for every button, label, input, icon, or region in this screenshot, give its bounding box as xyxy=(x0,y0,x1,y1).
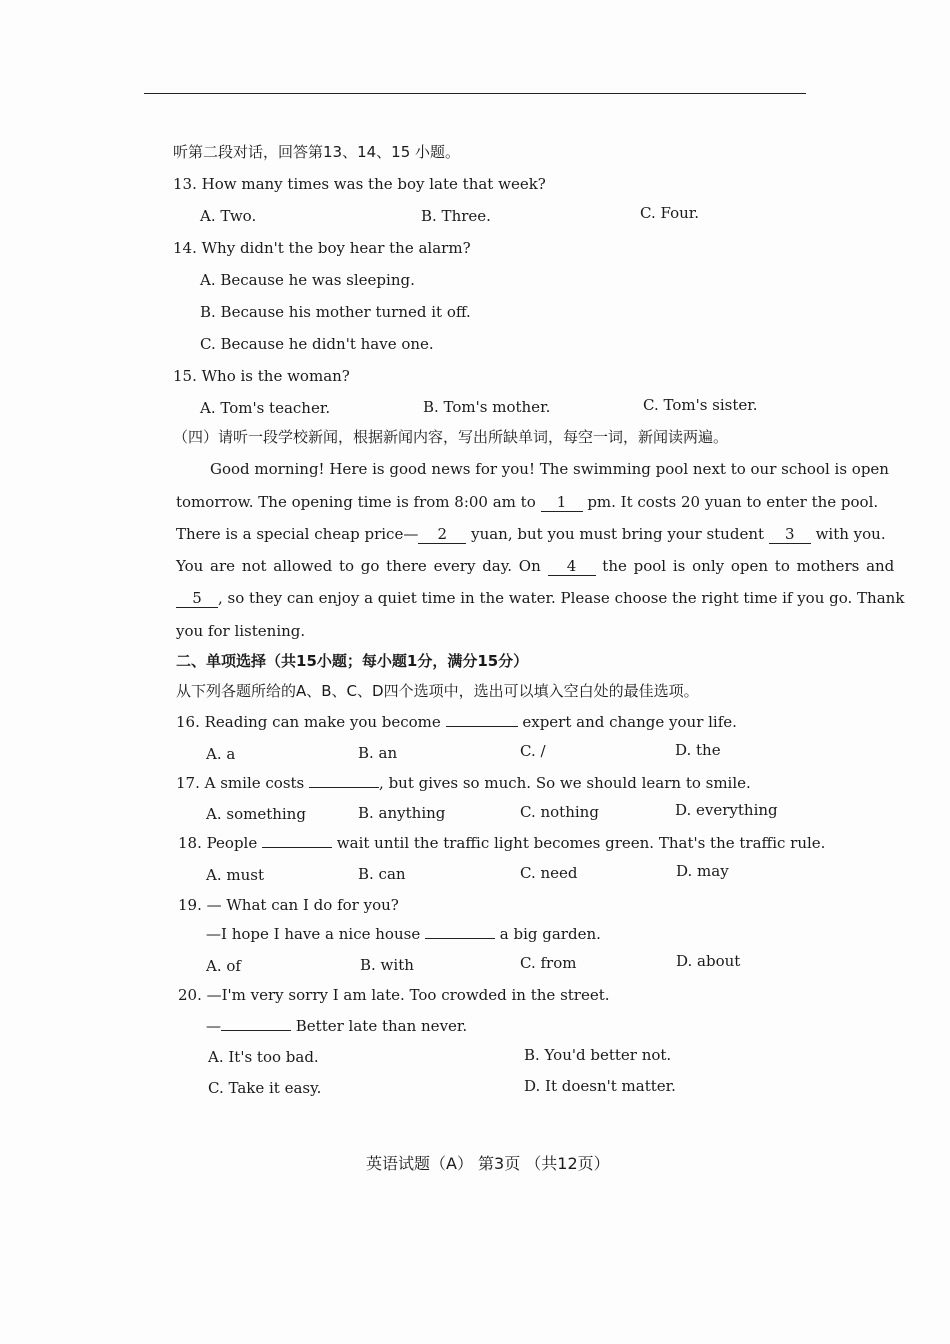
passage-text: There is a special cheap price— xyxy=(176,525,419,543)
section-heading-dialogue-2: 听第二段对话，回答第13、14、15 小题。 xyxy=(173,143,461,161)
question-20-response xyxy=(206,1017,467,1035)
question-17-option-c: C. nothing xyxy=(520,803,599,821)
question-14-option-a: A. Because he was sleeping. xyxy=(200,271,415,289)
blank-2: 2 xyxy=(418,525,466,544)
question-18-option-a: A. must xyxy=(206,866,264,884)
question-17-option-d: D. everything xyxy=(675,801,778,819)
question-19-option-b: B. with xyxy=(360,956,414,974)
passage-text: with you. xyxy=(815,525,886,543)
question-16-option-c: C. / xyxy=(520,742,546,760)
question-18-option-d: D. may xyxy=(676,862,729,880)
question-20-option-a: A. It's too bad. xyxy=(208,1048,319,1066)
stem-text: —I hope I have a nice house xyxy=(206,925,421,943)
stem-text: — xyxy=(206,1017,221,1035)
question-15-option-c: C. Tom's sister. xyxy=(643,396,758,414)
question-17-stem xyxy=(176,774,751,792)
answer-blank xyxy=(262,835,332,848)
blank-4: 4 xyxy=(548,557,596,576)
question-16-option-b: B. an xyxy=(358,744,398,762)
stem-text: expert and change your life. xyxy=(522,713,737,731)
passage-text: , so they can enjoy a quiet time in the water. Please choose the right time if you go. Thank xyxy=(218,589,905,607)
question-18-option-b: B. can xyxy=(358,865,406,883)
passage-line-1: Good morning! Here is good news for you! The swimming pool next to our school is open xyxy=(210,460,889,478)
stem-text: 18. People xyxy=(178,834,258,852)
stem-text: 16. Reading can make you become xyxy=(176,713,441,731)
question-19-option-a: A. of xyxy=(206,957,241,975)
passage-line-5 xyxy=(176,589,904,608)
page-footer: 英语试题（A） 第3页 （共12页） xyxy=(366,1154,610,1173)
question-20-option-b: B. You'd better not. xyxy=(524,1046,672,1064)
question-15-option-a: A. Tom's teacher. xyxy=(200,399,331,417)
passage-line-4 xyxy=(176,557,894,576)
question-19-option-c: C. from xyxy=(520,954,577,972)
question-20-option-d: D. It doesn't matter. xyxy=(524,1077,676,1095)
question-19-option-d: D. about xyxy=(676,952,741,970)
part-4-heading: （四）请听一段学校新闻，根据新闻内容，写出所缺单词，每空一词，新闻读两遍。 xyxy=(173,428,729,446)
passage-text: yuan, but you must bring your student xyxy=(471,525,765,543)
question-17-option-a: A. something xyxy=(206,805,306,823)
passage-text: the pool is only open to mothers and xyxy=(602,557,895,575)
question-13-option-a: A. Two. xyxy=(200,207,257,225)
answer-blank xyxy=(425,926,495,939)
passage-line-3 xyxy=(176,525,886,544)
answer-blank xyxy=(309,775,379,788)
question-15-stem: 15. Who is the woman? xyxy=(173,367,350,385)
question-20-option-c: C. Take it easy. xyxy=(208,1079,322,1097)
question-17-option-b: B. anything xyxy=(358,804,446,822)
answer-blank xyxy=(221,1018,291,1031)
top-rule xyxy=(144,93,806,94)
passage-text: tomorrow. The opening time is from 8:00 am to xyxy=(176,493,536,511)
question-13-stem: 13. How many times was the boy late that week? xyxy=(173,175,546,193)
question-18-stem xyxy=(178,834,825,852)
question-14-stem: 14. Why didn't the boy hear the alarm? xyxy=(173,239,471,257)
question-14-option-b: B. Because his mother turned it off. xyxy=(200,303,471,321)
passage-text: pm. It costs 20 yuan to enter the pool. xyxy=(587,493,879,511)
question-13-option-b: B. Three. xyxy=(421,207,491,225)
part-2-heading: 二、单项选择（共15小题；每小题1分，满分15分） xyxy=(176,652,529,670)
answer-blank xyxy=(446,714,518,727)
question-16-option-a: A. a xyxy=(206,745,236,763)
stem-text: , but gives so much. So we should learn to smile. xyxy=(379,774,751,792)
question-13-option-c: C. Four. xyxy=(640,204,700,222)
passage-line-6: you for listening. xyxy=(176,622,306,640)
blank-5: 5 xyxy=(176,589,218,608)
question-18-option-c: C. need xyxy=(520,864,578,882)
stem-text: 17. A smile costs xyxy=(176,774,305,792)
question-19-response xyxy=(206,925,601,943)
stem-text: Better late than never. xyxy=(295,1017,468,1035)
passage-line-2 xyxy=(176,493,878,512)
part-2-instruction: 从下列各题所给的A、B、C、D四个选项中，选出可以填入空白处的最佳选项。 xyxy=(176,682,699,700)
question-14-option-c: C. Because he didn't have one. xyxy=(200,335,434,353)
question-16-stem xyxy=(176,713,737,731)
blank-1: 1 xyxy=(541,493,583,512)
stem-text: wait until the traffic light becomes green. That's the traffic rule. xyxy=(336,834,826,852)
question-19-stem: 19. — What can I do for you? xyxy=(178,896,399,914)
blank-3: 3 xyxy=(769,525,811,544)
question-20-stem: 20. —I'm very sorry I am late. Too crowded in the street. xyxy=(178,986,610,1004)
question-16-option-d: D. the xyxy=(675,741,721,759)
passage-text: You are not allowed to go there every day. On xyxy=(176,557,541,575)
stem-text: a big garden. xyxy=(499,925,601,943)
question-15-option-b: B. Tom's mother. xyxy=(423,398,551,416)
